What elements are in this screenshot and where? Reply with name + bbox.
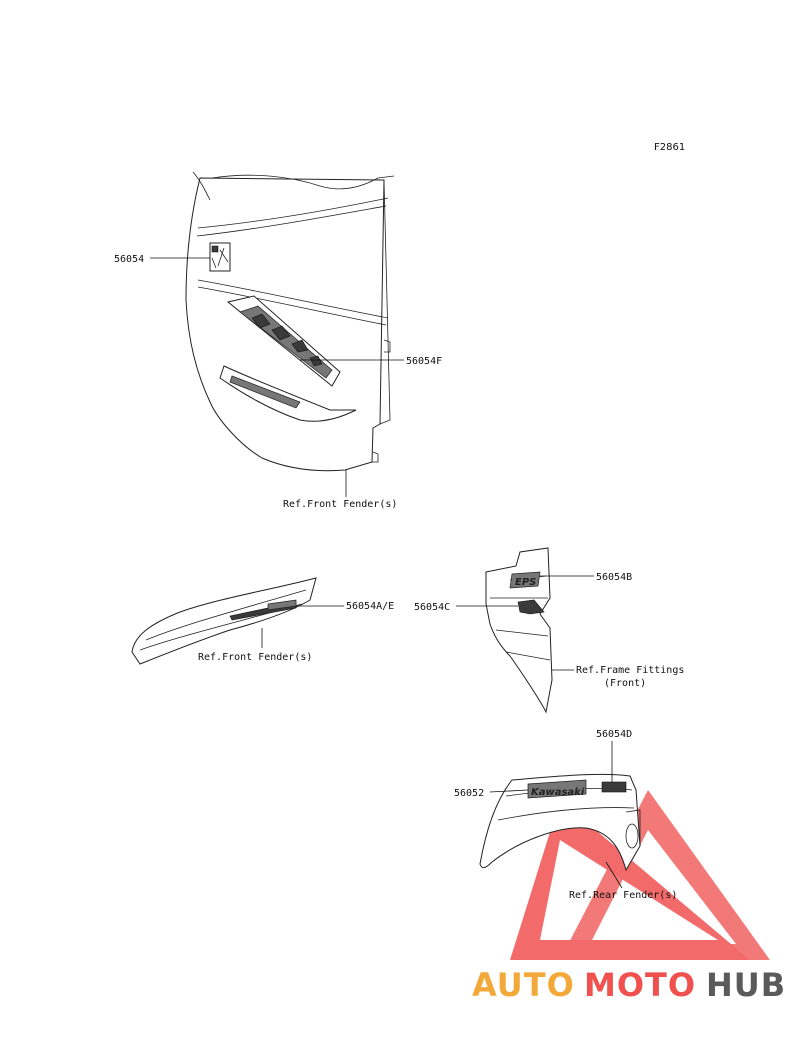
label-56054F: 56054F (406, 356, 443, 367)
front-fender-panel (186, 172, 394, 471)
label-ref-frame-fittings: Ref.Frame Fittings (576, 665, 685, 676)
figure-id: F2861 (654, 142, 686, 153)
decal-eps-text: EPS (515, 577, 537, 588)
label-56052: 56052 (454, 788, 485, 799)
frame-fitting-cover (486, 548, 552, 712)
label-ref-frame-fittings-front: (Front) (604, 678, 647, 689)
label-56054B: 56054B (596, 572, 633, 583)
label-56054AE: 56054A/E (346, 601, 395, 612)
label-56054D: 56054D (596, 729, 633, 740)
label-ref-front-fender-mid: Ref.Front Fender(s) (198, 652, 313, 663)
watermark-moto: MOTO (584, 966, 697, 1004)
decal-kawasaki-text: Kawasaki (531, 787, 585, 798)
watermark-hub: HUB (706, 966, 787, 1004)
label-56054: 56054 (114, 254, 145, 265)
decal-56054D (602, 782, 626, 792)
label-ref-rear-fender: Ref.Rear Fender(s) (569, 890, 678, 901)
watermark-auto: AUTO (472, 966, 575, 1004)
decal-eps (510, 572, 540, 588)
label-56054C: 56054C (414, 602, 451, 613)
watermark-text (472, 966, 786, 1004)
label-ref-front-fender-top: Ref.Front Fender(s) (283, 499, 398, 510)
